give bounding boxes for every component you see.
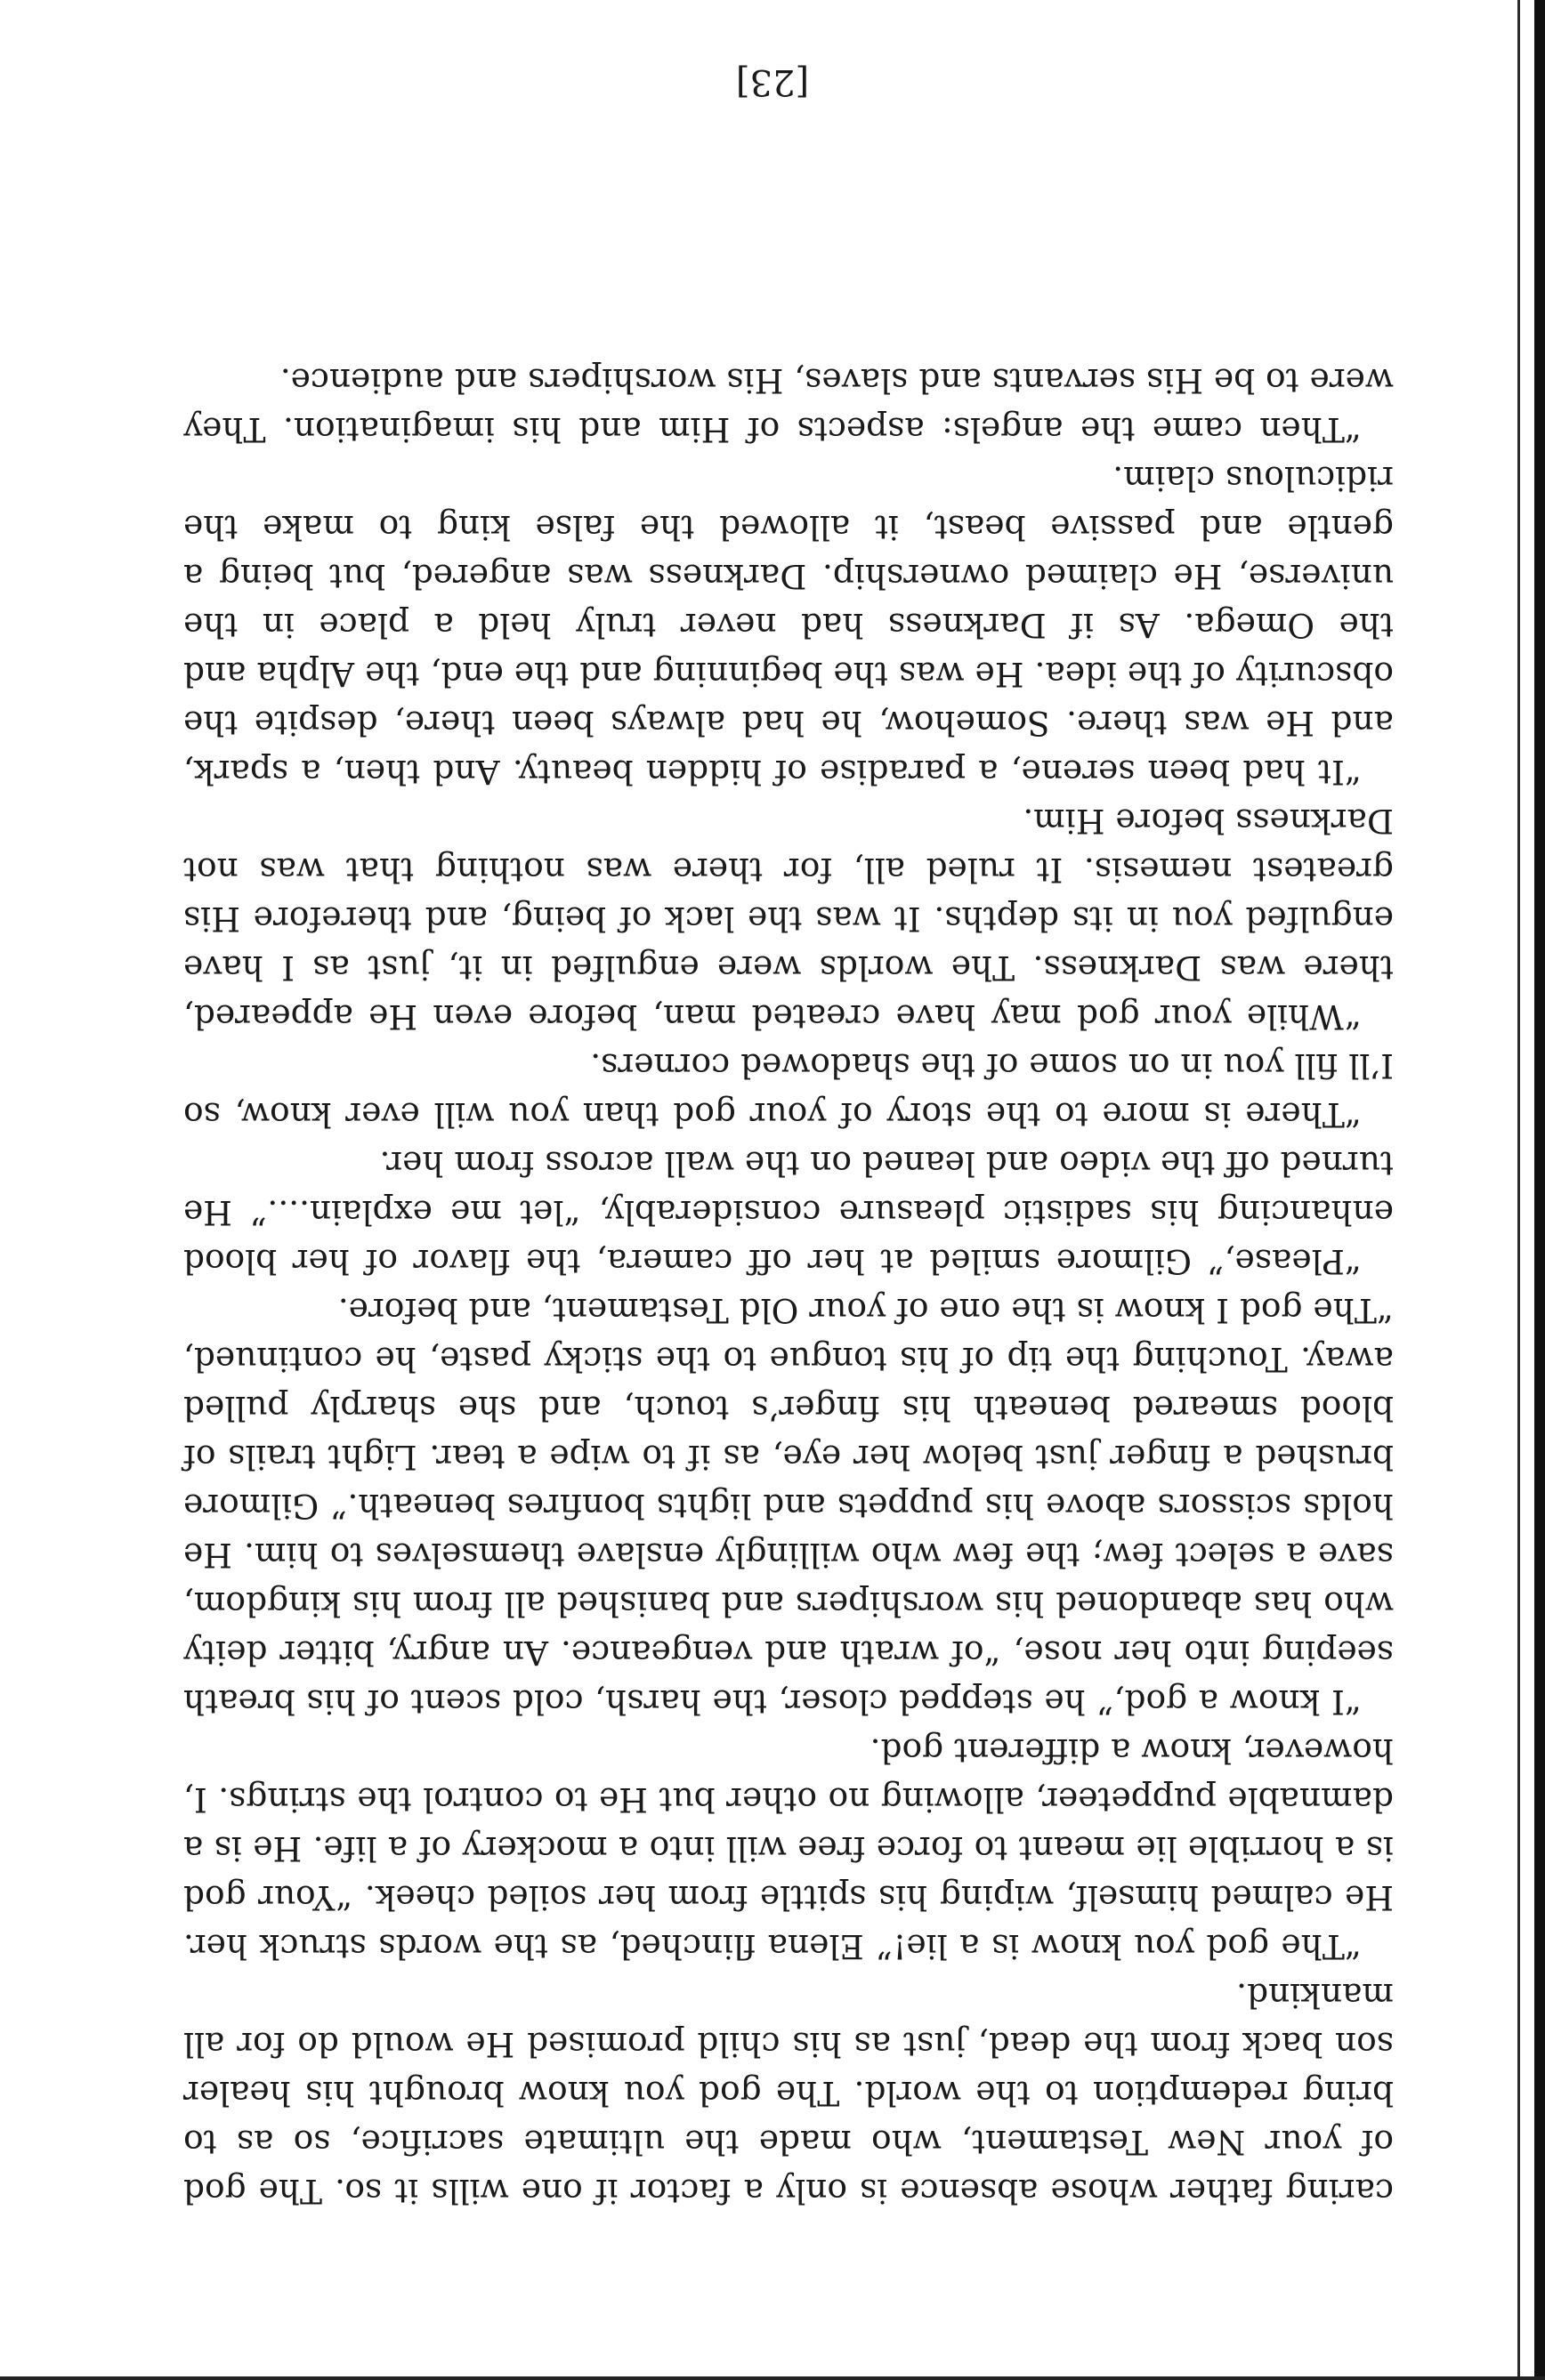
- paragraph: “The god you know is a lie!” Elena flinched, as the words struck her. He calmed himself, wiping his spittle from her soiled cheek. “Your god is a horrible lie meant to force free will into a mockery of a life. He is a damnable puppeteer, allowing no other but He to control the strings. I, however, know a different god.: [183, 1731, 1394, 1966]
- paragraph: “Then came the angels: aspects of Him and his imagination. They were to be His servants and slaves, His worshipers and audience.: [183, 361, 1394, 449]
- scan-top-edge: [0, 2376, 1545, 2380]
- paragraph: “There is more to the story of your god than you will ever know, so I’ll fill you in on some of the shadowed corners.: [183, 1046, 1394, 1134]
- body-text: [183, 356, 1394, 2215]
- paragraph: “While your god may have created man, before even He appeared, there was Darkness. The worlds were engulfed in it, just as I have engulfed you in its depths. It was the lack of being, and therefore His greatest nemesis. It ruled all, for there was nothing that was not Darkness before Him.: [183, 802, 1394, 1037]
- paragraph: “I know a god,” he stepped closer, the harsh, cold scent of his breath seeping into her nose, “of wrath and vengeance. An angry, bitter deity who has abandoned his worshipers and banished all from his kingdom, save a select few; the few who willingly enslave themselves to him. He holds scissors above his puppets and lights bonfires beneath.” Gilmore brushed a finger just below her eye, as if to wipe a tear. Light trails of blood smeared beneath his finger’s touch, and she sharply pulled away. Touching the tip of his tongue to the sticky paste, he continued, “The god I know is the one of your Old Testament, and before.: [183, 1291, 1394, 1722]
- scan-edge-shadow: [1534, 0, 1545, 2380]
- page-number: [23]: [735, 61, 810, 102]
- paragraph: caring father whose absence is only a factor if one wills it so. The god of your New Testament, who made the ultimate sacrifice, so as to bring redemption to the world. The god you know brought his healer son back from the dead, just as his child promised He would do for all mankind.: [183, 1976, 1394, 2211]
- paragraph: “It had been serene, a paradise of hidden beauty. And then, a spark, and He was there. Somehow, he had always been there, despite the obscurity of the idea. He was the beginning and the end, the Alpha and the Omega. As if Darkness had never truly held a place in the universe, He claimed ownership. Darkness was angered, but being a gentle and passive beast, it allowed the false king to make the ridiculous claim.: [183, 459, 1394, 792]
- paragraph: “Please,” Gilmore smiled at her off camera, the flavor of her blood enhancing his sadistic pleasure considerably, “let me explain....” He turned off the video and leaned on the wall across from her.: [183, 1144, 1394, 1281]
- scan-edge-line: [1517, 0, 1520, 2380]
